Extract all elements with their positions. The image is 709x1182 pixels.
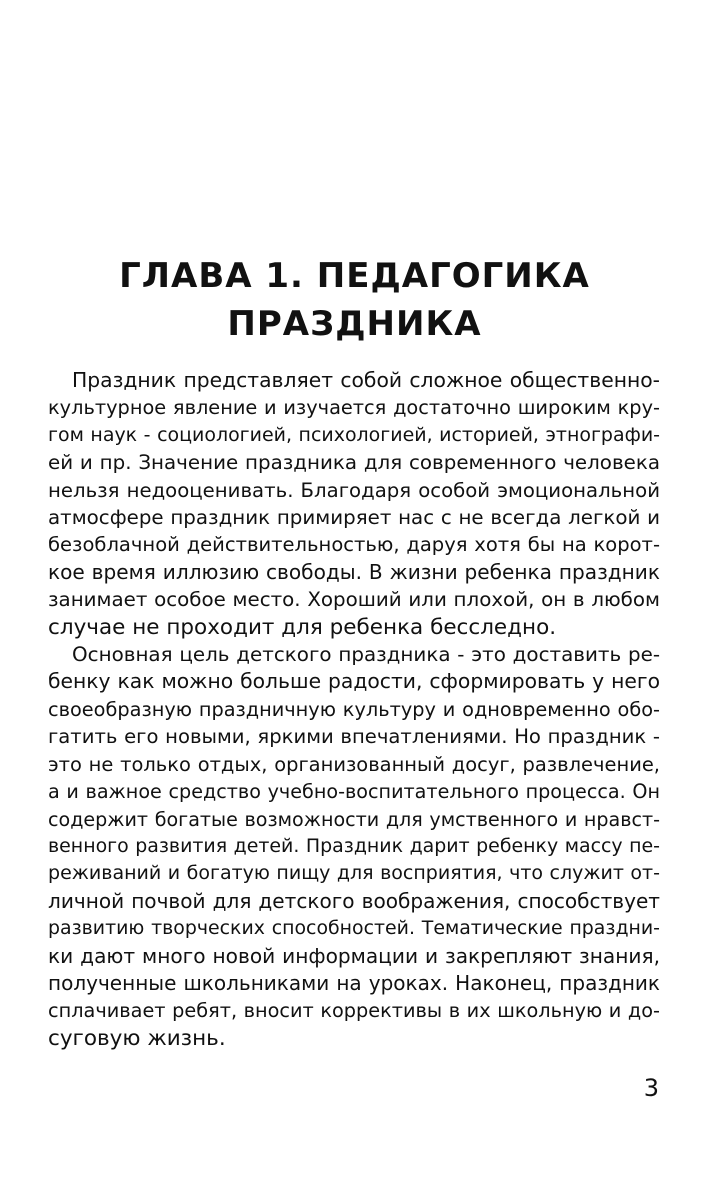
text-line: а и важное средство учебно-воспитательного процесса. Он <box>48 780 660 804</box>
text-line: бенку как можно больше радости, сформировать у него <box>48 669 660 694</box>
text-line: своеобразную праздничную культуру и одновременно обо- <box>48 697 660 721</box>
text-line: Праздник представляет собой сложное общественно- <box>72 368 660 392</box>
text-line: содержит богатые возможности для умственного и нравст- <box>48 807 660 831</box>
text-line: развитию творческих способностей. Тематические праздни- <box>48 917 660 940</box>
text-line: сплачивает ребят, вносит коррективы в их школьную и до- <box>48 999 660 1023</box>
text-line: это не только отдых, организованный досуг, развлечение, <box>48 752 660 776</box>
text-line: атмосфере праздник примиряет нас с не всегда легкой и <box>48 506 660 530</box>
text-line: личной почвой для детского воображения, способствует <box>48 888 660 913</box>
text-line: ей и пр. Значение праздника для современного человека <box>48 451 660 475</box>
paragraph <box>48 367 660 641</box>
text-line: культурное явление и изучается достаточно широким кру- <box>48 396 660 420</box>
text-line: ки дают много новой информации и закрепляют знания, <box>48 943 660 968</box>
text-line: гом наук - социологией, психологией, историей, этнографи- <box>48 423 660 446</box>
text-line: гатить его новыми, яркими впечатлениями. Но праздник - <box>48 725 660 749</box>
text-line: кое время иллюзию свободы. В жизни ребенка праздник <box>48 559 660 584</box>
chapter-body <box>48 367 660 1052</box>
text-line: Основная цель детского праздника - это доставить ре- <box>72 643 660 667</box>
page-number: 3 <box>643 1074 659 1102</box>
chapter-title <box>60 252 649 348</box>
text-line: суговую жизнь. <box>48 1025 226 1051</box>
text-line: венного развития детей. Праздник дарит ребенку массу пе- <box>48 834 660 857</box>
text-line: реживаний и богатую пищу для восприятия, что служит от- <box>48 862 660 885</box>
chapter-title-line: ПРАЗДНИКА <box>227 304 482 344</box>
text-line: полученные школьниками на уроках. Наконец, праздник <box>48 970 660 995</box>
chapter-title-line: ГЛАВА 1. ПЕДАГОГИКА <box>119 256 590 296</box>
text-line: случае не проходит для ребенка бесследно. <box>48 614 557 640</box>
text-line: нельзя недооценивать. Благодаря особой эмоциональной <box>48 478 660 502</box>
text-line: безоблачной действительностью, даруя хотя бы на корот- <box>48 533 660 557</box>
paragraph <box>48 641 660 1052</box>
text-line: занимает особое место. Хороший или плохой, он в любом <box>48 588 660 612</box>
